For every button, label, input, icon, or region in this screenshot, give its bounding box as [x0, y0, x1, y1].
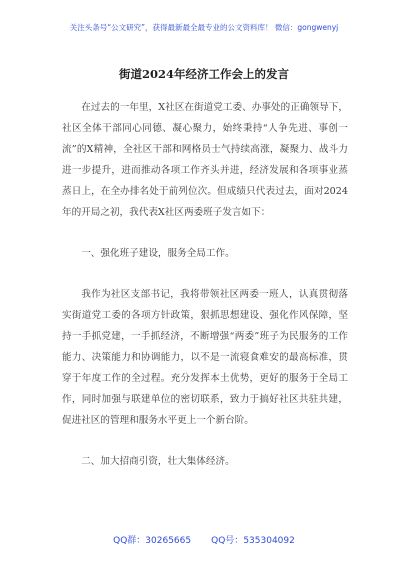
qq-group-label: QQ群： [113, 536, 146, 546]
paragraph-intro: 在过去的一年里，X社区在街道党工委、办事处的正确领导下，社区全体干部同心同德、凝心聚力，始终秉持“人争先进、事创一流”的X精神，全社区干部和网格员士气持续高涨，凝聚力、战斗力进一步提升，进而推动各项工作齐头并进，经济发展和各项事业蒸蒸日上，在全办排名处于前列位次。但成绩只代表过去，面对2024年的开局之初，我代表X社区两委班子发言如下： [62, 102, 348, 218]
qq-group-number: 30265665 [145, 536, 192, 546]
qq-number: 535304092 [243, 536, 295, 546]
footer-contact [0, 533, 408, 546]
section-heading-2: 二、加大招商引资，壮大集体经济。 [81, 456, 235, 467]
qq-number-label: QQ号： [211, 536, 244, 546]
document-body [62, 97, 348, 472]
paragraph-section-1: 我作为社区支部书记，我将带领社区两委一班人，认真贯彻落实街道党工委的各项方针政策，狠抓思想建设、强化作风保障，坚持一手抓党建，一手抓经济，不断增强“两委”班子为民服务的工作能力、决策能力和协调能力，以不是一流寝食难安的最高标准，贯穿于年度工作的全过程。充分发挥本土优势，更好的服务于全局工作，同时加强与联建单位的密切联系，致力于搞好社区共驻共建，促进社区的管理和服务水平更上一个新台阶。 [62, 289, 348, 426]
document-title: 街道2024年经济工作会上的发言 [118, 67, 289, 81]
section-heading-1: 一、强化班子建设，服务全局工作。 [81, 248, 235, 259]
header-notice: 关注头条号“公文研究”，获得最新最全最专业的公文资料库！ 微信：gongwenyj [69, 23, 339, 32]
